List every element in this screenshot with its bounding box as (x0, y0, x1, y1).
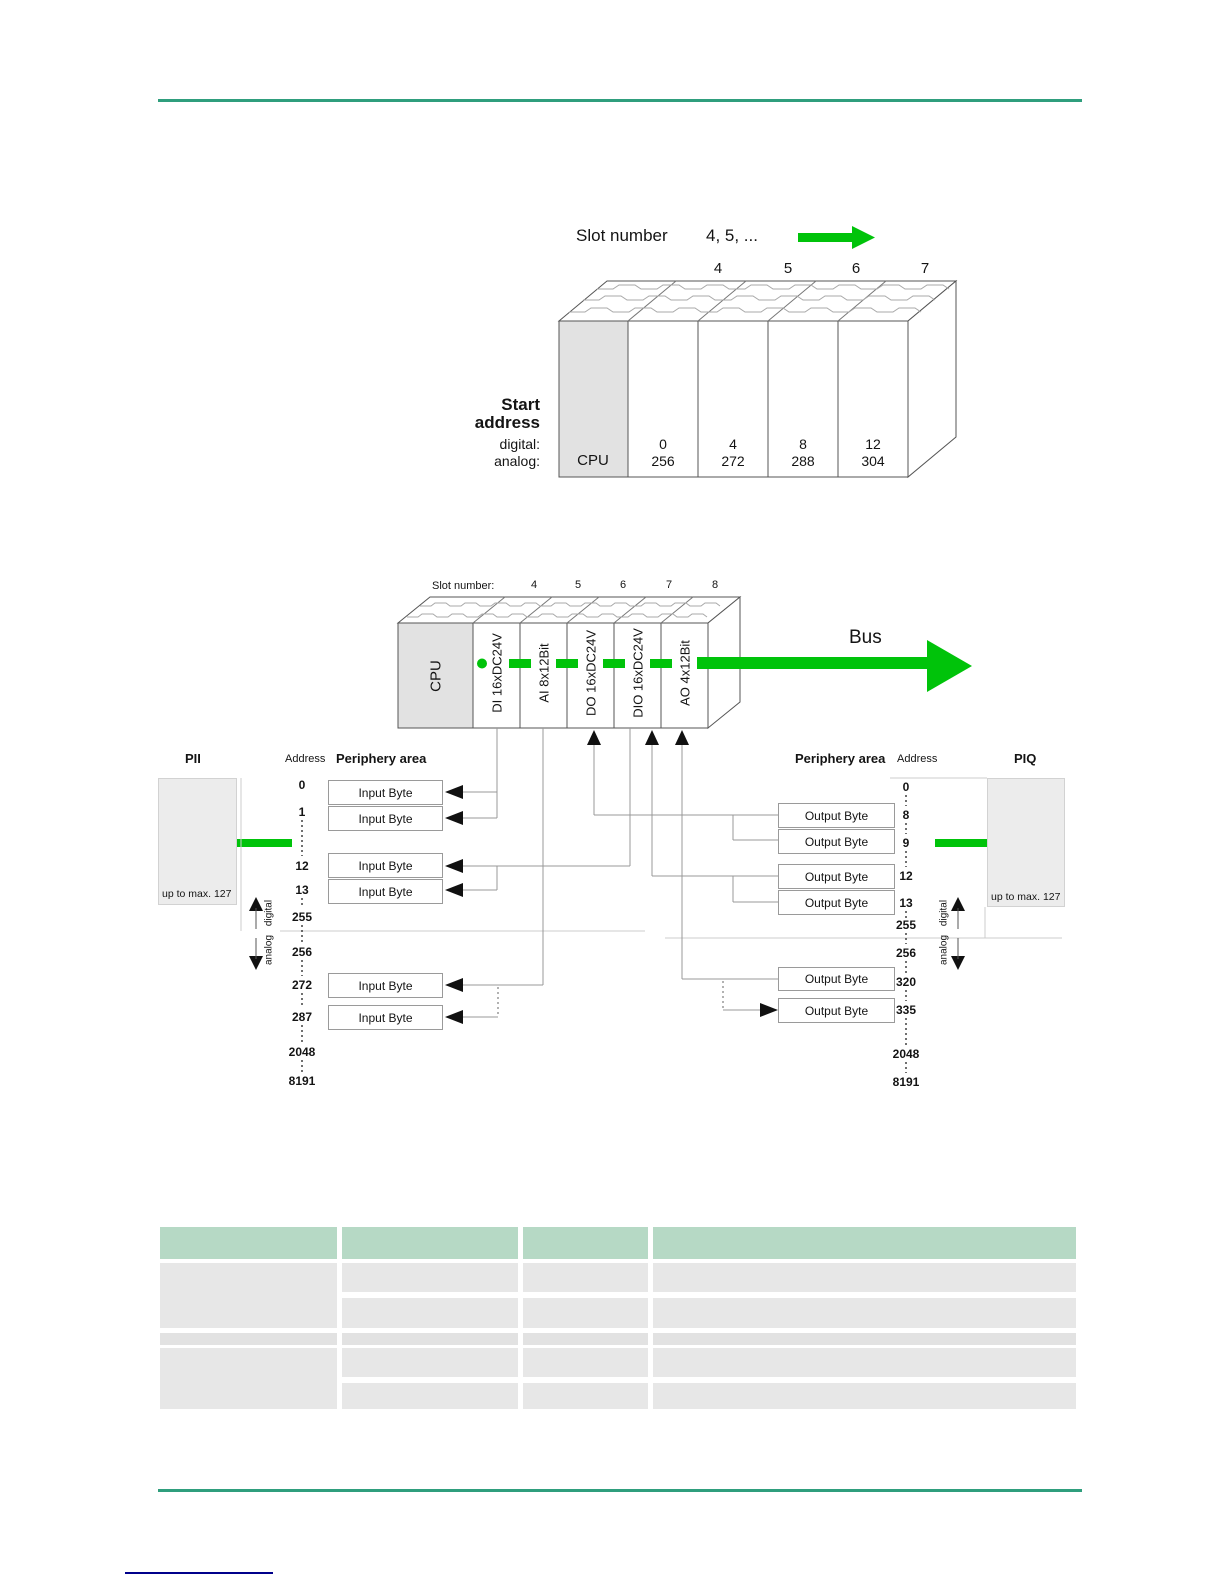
table-cell (523, 1383, 648, 1409)
output-byte-box: Output Byte (778, 890, 895, 915)
digital-analog-axis-lines (256, 908, 958, 959)
addr-right: 320 (895, 975, 917, 989)
input-byte-box: Input Byte (328, 780, 443, 805)
slot-number-6: 6 (851, 260, 861, 277)
addr-right: 335 (895, 1003, 917, 1017)
table-header-cell (160, 1227, 337, 1259)
start-address-line1: Start (501, 395, 540, 414)
table-cell (653, 1263, 1076, 1292)
table-header-cell (342, 1227, 518, 1259)
cpu-label-mid: CPU (427, 660, 445, 692)
slot-start-digital: 8 (799, 436, 807, 452)
module-up-arrow-icons (587, 730, 689, 745)
footer-link-underline[interactable] (125, 1572, 273, 1574)
input-arrow-icon (445, 859, 463, 873)
input-byte-box: Input Byte (328, 806, 443, 831)
addr-left: 272 (291, 978, 313, 992)
table-cell (523, 1263, 648, 1292)
addr-right: 8191 (892, 1075, 920, 1089)
input-arrow-icon (445, 883, 463, 897)
slot-start-analog: 288 (791, 453, 815, 469)
digital-label-left: digital (263, 899, 275, 927)
input-arrow-icon (445, 811, 463, 825)
table-header-cell (653, 1227, 1076, 1259)
slot-start-analog: 304 (861, 453, 885, 469)
pii-title: PII (185, 751, 201, 766)
addr-left: 0 (298, 778, 306, 792)
up-arrow-icon (675, 730, 689, 745)
module-label-ao: AO 4x12Bit (677, 640, 693, 706)
addr-left: 287 (291, 1010, 313, 1024)
table-cell (342, 1348, 518, 1377)
address-label-left: Address (285, 753, 326, 765)
top-rack-3d (559, 281, 956, 477)
addr-right: 8 (902, 808, 910, 822)
addr-left: 255 (291, 910, 313, 924)
slot-number-mid-8: 8 (711, 579, 719, 591)
input-byte-box: Input Byte (328, 1005, 443, 1030)
start-address-digital-label: digital: (499, 436, 540, 452)
table-separator-cell (160, 1333, 337, 1345)
input-byte-box: Input Byte (328, 853, 443, 878)
pii-max-label: up to max. 127 (162, 888, 232, 900)
slot-number-7: 7 (920, 260, 930, 277)
bus-label: Bus (849, 627, 882, 648)
addr-right: 0 (902, 780, 910, 794)
input-arrow-icon (445, 785, 463, 799)
input-arrow-icon (445, 978, 463, 992)
module-label-do: DO 16xDC24V (583, 630, 599, 716)
addr-right: 9 (902, 836, 910, 850)
output-arrow-icon (760, 1003, 778, 1017)
slot-number-values: 4, 5, ... (706, 226, 758, 245)
addr-right: 13 (899, 896, 913, 910)
table-header-cell (523, 1227, 648, 1259)
output-byte-box: Output Byte (778, 967, 895, 991)
addr-right: 12 (899, 869, 913, 883)
input-byte-box: Input Byte (328, 879, 443, 904)
digital-label-right: digital (938, 899, 950, 927)
slot-number-label-mid: Slot number: (432, 580, 495, 592)
up-arrow-icon (645, 730, 659, 745)
addr-right: 256 (895, 946, 917, 960)
slot-number-mid-7: 7 (665, 579, 673, 591)
input-byte-arrow-icons (445, 785, 778, 1024)
table-separator-cell (342, 1333, 518, 1345)
cpu-label-top: CPU (577, 452, 609, 469)
module-label-dio: DIO 16xDC24V (630, 628, 646, 718)
output-byte-box: Output Byte (778, 998, 895, 1023)
slot-start-digital: 12 (865, 436, 881, 452)
addr-left: 2048 (288, 1045, 316, 1059)
table-cell (342, 1383, 518, 1409)
connector-lines (462, 728, 778, 1017)
slot-start-analog: 256 (651, 453, 675, 469)
start-address-line2: address (474, 413, 540, 432)
output-byte-box: Output Byte (778, 829, 895, 854)
start-address-analog-label: analog: (494, 453, 540, 469)
output-byte-box: Output Byte (778, 803, 895, 828)
addr-left: 8191 (288, 1074, 316, 1088)
addr-right: 2048 (892, 1047, 920, 1061)
module-label-di: DI 16xDC24V (489, 633, 505, 713)
input-byte-box: Input Byte (328, 973, 443, 998)
piq-box (987, 778, 1065, 907)
addr-left: 1 (298, 805, 306, 819)
pii-box (158, 778, 237, 905)
slot-start-digital: 4 (729, 436, 737, 452)
up-arrow-icon (587, 730, 601, 745)
input-arrow-icon (445, 1010, 463, 1024)
table-cell (160, 1263, 337, 1328)
analog-label-right: analog (938, 934, 950, 966)
table-cell (653, 1348, 1076, 1377)
addr-left: 12 (295, 859, 309, 873)
address-label-right: Address (897, 753, 938, 765)
output-byte-box: Output Byte (778, 864, 895, 889)
table-cell (523, 1348, 648, 1377)
table-cell (653, 1383, 1076, 1409)
slot-direction-arrow-icon (798, 226, 875, 249)
slot-number-label: Slot number (576, 226, 668, 245)
periphery-label-left: Periphery area (336, 751, 427, 766)
piq-title: PIQ (1014, 751, 1037, 766)
addr-left: 256 (291, 945, 313, 959)
slot-number-mid-4: 4 (530, 579, 538, 591)
addr-right: 255 (895, 918, 917, 932)
slot-number-mid-5: 5 (574, 579, 582, 591)
slot-start-analog: 272 (721, 453, 745, 469)
table-cell (342, 1298, 518, 1328)
module-label-ai: AI 8x12Bit (536, 643, 552, 703)
slot-start-digital: 0 (659, 436, 667, 452)
table-separator-cell (653, 1333, 1076, 1345)
bottom-rule (158, 1489, 1082, 1492)
analog-label-left: analog (263, 934, 275, 966)
table-separator-cell (523, 1333, 648, 1345)
table-cell (160, 1348, 337, 1409)
piq-max-label: up to max. 127 (991, 891, 1061, 903)
table-cell (342, 1263, 518, 1292)
addr-left: 13 (295, 883, 309, 897)
slot-number-5: 5 (783, 260, 793, 277)
slot-number-4: 4 (713, 260, 723, 277)
table-cell (523, 1298, 648, 1328)
slot-number-mid-6: 6 (619, 579, 627, 591)
table-cell (653, 1298, 1076, 1328)
periphery-label-right: Periphery area (795, 751, 886, 766)
